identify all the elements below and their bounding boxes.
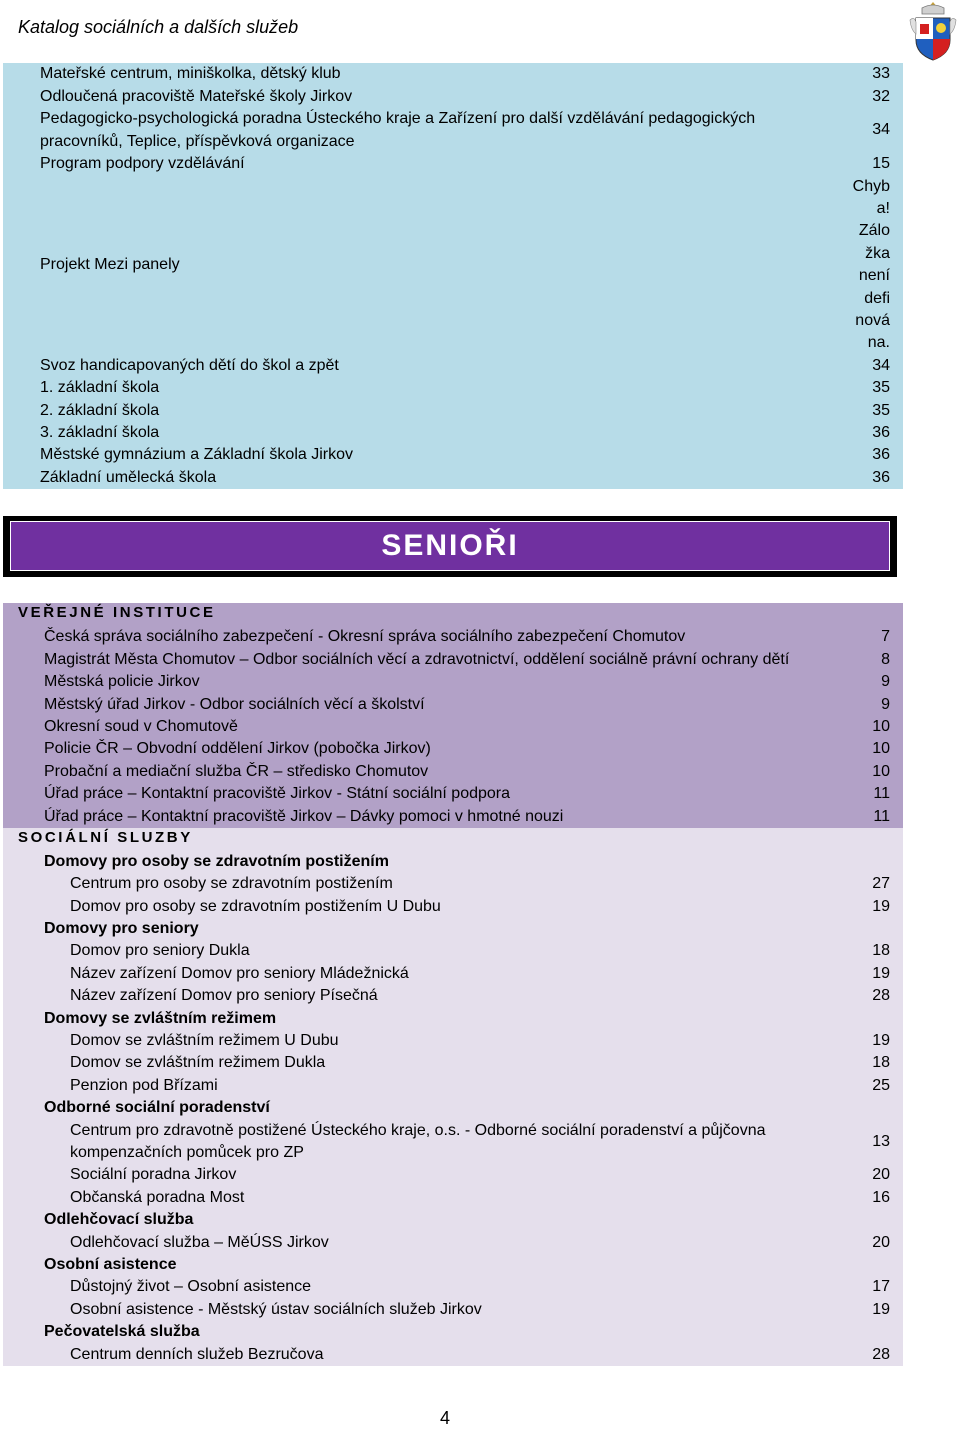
list-item-page: 36 xyxy=(872,469,890,486)
list-item-page: 34 xyxy=(872,357,890,374)
list-item-label[interactable]: Občanská poradna Most xyxy=(70,1189,245,1206)
list-item-label[interactable]: Okresní soud v Chomutově xyxy=(44,718,238,735)
error-text-line: není xyxy=(858,267,890,284)
list-item-page: 36 xyxy=(872,446,890,463)
section-banner-title: SENIOŘI xyxy=(381,529,519,562)
list-item-page: 33 xyxy=(872,65,890,82)
list-item-page: 10 xyxy=(872,763,890,780)
page-number: 4 xyxy=(440,1408,451,1428)
list-item-page: 11 xyxy=(873,808,890,825)
error-text-line: na. xyxy=(867,334,890,351)
list-item-label[interactable]: Základní umělecká škola xyxy=(40,469,217,486)
list-item-label[interactable]: Česká správa sociálního zabezpečení - Okresní správa sociálního zabezpečení Chomutov xyxy=(44,628,686,645)
social-services-heading: SOCIÁLNÍ SLUZBY xyxy=(18,829,193,846)
list-item-label[interactable]: 2. základní škola xyxy=(40,402,160,419)
list-item-label[interactable]: 3. základní škola xyxy=(40,424,160,441)
error-text-line: Chyb xyxy=(852,178,890,195)
list-item-page: 10 xyxy=(872,718,890,735)
list-item-page: 28 xyxy=(872,1346,890,1363)
list-item-page: 13 xyxy=(872,1133,890,1150)
list-item-label[interactable]: Odloučená pracoviště Mateřské školy Jirkov xyxy=(40,88,353,105)
list-item-label[interactable]: Projekt Mezi panely xyxy=(40,256,180,273)
list-item-label[interactable]: Městský úřad Jirkov - Odbor sociálních věcí a školství xyxy=(44,696,425,713)
list-item-label[interactable]: Svoz handicapovaných dětí do škol a zpět xyxy=(40,357,339,374)
list-item-label[interactable]: Domov pro seniory Dukla xyxy=(70,942,250,959)
list-item-label[interactable]: Centrum denních služeb Bezručova xyxy=(70,1346,324,1363)
public-institutions-heading: VEŘEJNÉ INSTITUCE xyxy=(18,604,216,621)
list-item-page: 15 xyxy=(872,155,890,172)
list-item-label[interactable]: Probační a mediační služba ČR – středisko Chomutov xyxy=(44,763,429,780)
list-item-label[interactable]: Policie ČR – Obvodní oddělení Jirkov (pobočka Jirkov) xyxy=(44,740,431,757)
list-item-page: 25 xyxy=(872,1077,890,1094)
list-item-label[interactable]: Domov se zvláštním režimem Dukla xyxy=(70,1054,326,1071)
list-item-page: 18 xyxy=(872,1054,890,1071)
error-text-line: žka xyxy=(865,245,890,262)
list-item-page: 16 xyxy=(872,1189,890,1206)
list-item-label[interactable]: Osobní asistence - Městský ústav sociálních služeb Jirkov xyxy=(70,1301,482,1318)
list-item-label[interactable]: Městská policie Jirkov xyxy=(44,673,200,690)
list-item-page: 9 xyxy=(881,696,890,713)
list-item-page: 18 xyxy=(872,942,890,959)
list-item-page: 19 xyxy=(872,965,890,982)
error-text-line: nová xyxy=(855,312,890,329)
list-item-label[interactable]: 1. základní škola xyxy=(40,379,160,396)
list-item-page: 8 xyxy=(881,651,890,668)
list-item-page: 35 xyxy=(872,402,890,419)
list-item-label[interactable]: Odlehčovací služba – MěÚSS Jirkov xyxy=(70,1234,329,1251)
group-title: Pečovatelská služba xyxy=(44,1323,200,1340)
list-item-page: 9 xyxy=(881,673,890,690)
list-item-page: 35 xyxy=(872,379,890,396)
list-item-page: 20 xyxy=(872,1234,890,1251)
list-item-page: 10 xyxy=(872,740,890,757)
error-text-line: Zálo xyxy=(858,222,890,239)
group-title: Domovy pro osoby se zdravotním postižením xyxy=(44,853,389,870)
list-item-page: 36 xyxy=(872,424,890,441)
list-item-label[interactable]: Centrum pro osoby se zdravotním postižením xyxy=(70,875,393,892)
error-text-line: a! xyxy=(876,200,890,217)
list-item-label[interactable]: Sociální poradna Jirkov xyxy=(70,1166,237,1183)
document-header-title: Katalog sociálních a dalších služeb xyxy=(18,17,299,37)
error-text-line: defi xyxy=(864,290,890,307)
list-item-label-line2[interactable]: pracovníků, Teplice, příspěvková organizace xyxy=(40,133,355,150)
list-item-label[interactable]: Magistrát Města Chomutov – Odbor sociálních věcí a zdravotnictví, oddělení sociálně právní ochrany dětí xyxy=(44,651,790,668)
list-item-page: 17 xyxy=(872,1278,890,1295)
list-item-page: 19 xyxy=(872,898,890,915)
group-title: Odlehčovací služba xyxy=(44,1211,194,1228)
list-item-page: 28 xyxy=(872,987,890,1004)
list-item-page: 20 xyxy=(872,1166,890,1183)
list-item-page: 34 xyxy=(872,121,890,138)
group-title: Domovy pro seniory xyxy=(44,920,199,937)
list-item-label-line2[interactable]: kompenzačních pomůcek pro ZP xyxy=(70,1144,304,1161)
group-title: Odborné sociální poradenství xyxy=(44,1099,270,1116)
list-item-label[interactable]: Domov pro osoby se zdravotním postižením U Dubu xyxy=(70,898,441,915)
list-item-page: 11 xyxy=(873,785,890,802)
list-item-label[interactable]: Program podpory vzdělávání xyxy=(40,155,245,172)
list-item-label-line1[interactable]: Pedagogicko-psychologická poradna Ústeckého kraje a Zařízení pro další vzdělávání pedagogických xyxy=(40,110,756,127)
list-item-label[interactable]: Název zařízení Domov pro seniory Písečná xyxy=(70,987,378,1004)
list-item-page: 27 xyxy=(872,875,890,892)
list-item-label[interactable]: Úřad práce – Kontaktní pracoviště Jirkov - Státní sociální podpora xyxy=(44,785,511,802)
list-item-page: 32 xyxy=(872,88,890,105)
list-item-label[interactable]: Důstojný život – Osobní asistence xyxy=(70,1278,312,1295)
list-item-page: 19 xyxy=(872,1032,890,1049)
list-item-label-line1[interactable]: Centrum pro zdravotně postižené Ústeckého kraje, o.s. - Odborné sociální poradenství a půjčovna xyxy=(70,1122,766,1139)
list-item-label[interactable]: Domov se zvláštním režimem U Dubu xyxy=(70,1032,339,1049)
list-item-label[interactable]: Název zařízení Domov pro seniory Mládežnická xyxy=(70,965,409,982)
list-item-label[interactable]: Penzion pod Břízami xyxy=(70,1077,218,1094)
group-title: Domovy se zvláštním režimem xyxy=(44,1010,277,1027)
list-item-label[interactable]: Úřad práce – Kontaktní pracoviště Jirkov – Dávky pomoci v hmotné nouzi xyxy=(44,808,564,825)
list-item-page: 19 xyxy=(872,1301,890,1318)
group-title: Osobní asistence xyxy=(44,1256,177,1273)
coat-of-arms-icon xyxy=(908,0,958,62)
list-item-label[interactable]: Mateřské centrum, miniškolka, dětský klub xyxy=(40,65,341,82)
list-item-label[interactable]: Městské gymnázium a Základní škola Jirkov xyxy=(40,446,353,463)
list-item-page: 7 xyxy=(881,628,890,645)
